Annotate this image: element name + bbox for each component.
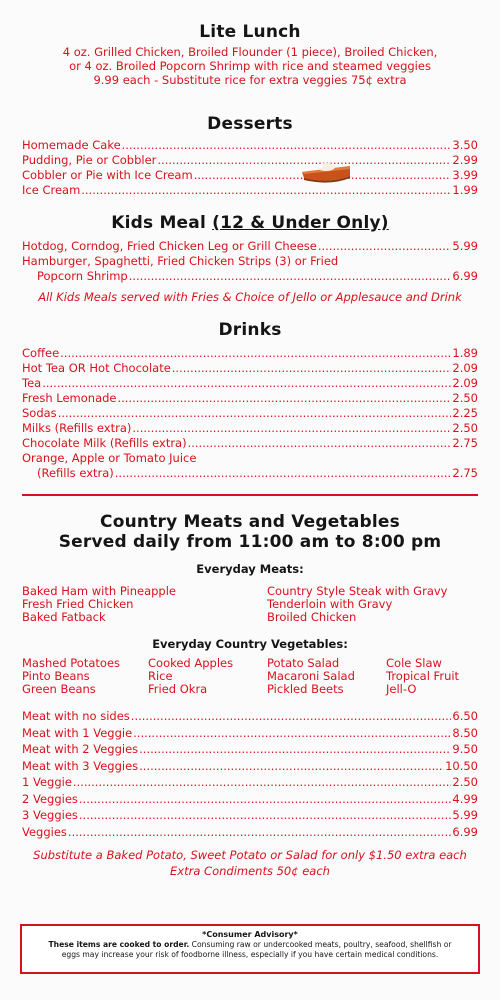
- leader-dots: [318, 239, 452, 254]
- menu-item: [0, 725, 500, 742]
- menu-item: [0, 741, 500, 758]
- item-name: Meat with 2 Veggies: [22, 742, 139, 756]
- leader-dots: [79, 791, 452, 808]
- meats-right-list: [267, 585, 447, 624]
- drinks-section: [0, 320, 500, 481]
- item-price: 1.99: [452, 183, 478, 197]
- veg-item: Tropical Fruit: [386, 669, 460, 683]
- menu-item: [0, 239, 500, 254]
- leader-dots: [188, 436, 452, 451]
- leader-dots: [139, 758, 444, 775]
- veg-item: Jell-O: [386, 682, 417, 696]
- item-price: 6.99: [452, 269, 478, 283]
- veg-item: Green Beans: [22, 682, 96, 696]
- menu-item: [0, 254, 500, 269]
- advisory-bold: These items are cooked to order.: [48, 940, 190, 949]
- menu-item: [0, 807, 500, 824]
- leader-dots: [131, 708, 452, 725]
- menu-item: [0, 774, 500, 791]
- item-name: Orange, Apple or Tomato Juice: [22, 451, 197, 465]
- leader-dots: [139, 741, 451, 758]
- lite-lunch-line-3: 9.99 each - Substitute rice for extra veggies 75¢ extra: [93, 73, 407, 87]
- item-price: 1.89: [452, 346, 478, 360]
- leader-dots: [115, 466, 452, 481]
- item-price: 3.99: [452, 168, 478, 182]
- item-price: 2.50: [452, 421, 478, 435]
- menu-item: [0, 361, 500, 376]
- item-name: Hamburger, Spaghetti, Fried Chicken Strips (3) or Fried: [22, 254, 339, 268]
- desserts-section: [0, 114, 500, 198]
- item-name: Cobbler or Pie with Ice Cream: [22, 168, 193, 182]
- item-price: 5.99: [452, 239, 478, 253]
- item-name: Tea: [22, 376, 42, 390]
- veg-item: Pinto Beans: [22, 669, 90, 683]
- veg-item: Pickled Beets: [267, 682, 344, 696]
- item-price: 2.75: [452, 466, 478, 480]
- item-price: 6.99: [452, 824, 478, 839]
- pie-slice-icon: [300, 158, 354, 186]
- kids-meal-section: [0, 213, 500, 304]
- item-price: 2.09: [452, 376, 478, 390]
- veg-item: Mashed Potatoes: [22, 656, 121, 670]
- leader-dots: [129, 269, 452, 284]
- item-name: Homemade Cake: [22, 138, 121, 152]
- item-name: Pudding, Pie or Cobbler: [22, 153, 157, 167]
- vegetables-heading: Everyday Country Vegetables:: [152, 637, 348, 651]
- item-price: 2.75: [452, 436, 478, 450]
- veg-item: Fried Okra: [148, 682, 208, 696]
- country-title: Country Meats and Vegetables: [100, 512, 400, 532]
- lite-lunch-title: Lite Lunch: [199, 22, 301, 42]
- menu-item-continued: [0, 269, 500, 284]
- menu-item: [0, 451, 500, 466]
- item-price: 5.99: [452, 808, 478, 822]
- item-name-continued: (Refills extra): [37, 466, 114, 480]
- item-price: 2.25: [452, 406, 478, 420]
- item-name: Sodas: [22, 406, 57, 420]
- desserts-title: Desserts: [207, 114, 293, 134]
- leader-dots: [42, 376, 451, 391]
- item-price: 2.99: [452, 153, 478, 167]
- leader-dots: [118, 391, 452, 406]
- drinks-title: Drinks: [218, 320, 282, 340]
- meat-item: Country Style Steak with Gravy: [267, 584, 448, 598]
- item-name: 2 Veggies: [22, 791, 78, 806]
- item-name: Meat with 3 Veggies: [22, 758, 139, 773]
- item-name: Milks (Refills extra): [22, 421, 132, 435]
- item-price: 2.50: [452, 775, 478, 789]
- lite-lunch-line-2: or 4 oz. Broiled Popcorn Shrimp with rice and steamed veggies: [69, 59, 431, 73]
- item-price: 2.09: [452, 361, 478, 375]
- country-section: [0, 512, 500, 576]
- advisory-text-1: Consuming raw or undercooked meats, poultry, seafood, shellfish or: [189, 940, 452, 949]
- item-name: Meat with no sides: [22, 709, 130, 723]
- item-name: Fresh Lemonade: [22, 391, 117, 405]
- advisory-title: *Consumer Advisory*: [202, 930, 298, 939]
- substitute-note: Substitute a Baked Potato, Sweet Potato or Salad for only $1.50 extra each: [33, 848, 467, 862]
- condiments-note: Extra Condiments 50¢ each: [170, 864, 330, 878]
- veg-item: Rice: [148, 669, 173, 683]
- meats-heading: Everyday Meats:: [196, 562, 304, 576]
- veg-col-2: [148, 657, 233, 696]
- menu-item: [0, 138, 500, 153]
- item-name: Veggies: [22, 824, 67, 839]
- advisory-line-1: [22, 940, 478, 950]
- item-price: 8.50: [452, 725, 478, 740]
- item-name: Meat with 1 Veggie: [22, 725, 133, 740]
- meat-item: Fresh Fried Chicken: [22, 597, 134, 611]
- menu-item: [0, 436, 500, 451]
- item-name-continued: Popcorn Shrimp: [37, 269, 128, 283]
- kids-meal-title: [0, 213, 500, 233]
- advisory-line-2: eggs may increase your risk of foodborne illness, especially if you have certain medical conditions.: [61, 950, 439, 959]
- item-price: 9.50: [452, 742, 478, 756]
- item-name: Ice Cream: [22, 183, 81, 197]
- item-name: Hotdog, Corndog, Fried Chicken Leg or Grill Cheese: [22, 239, 317, 253]
- menu-item: [0, 391, 500, 406]
- menu-item: [0, 758, 500, 775]
- leader-dots: [133, 725, 451, 742]
- veg-item: Cooked Apples: [148, 656, 234, 670]
- veg-item: Macaroni Salad: [267, 669, 355, 683]
- veg-col-1: [22, 657, 120, 696]
- kids-meal-note: All Kids Meals served with Fries & Choice of Jello or Applesauce and Drink: [38, 290, 462, 304]
- veg-item: Cole Slaw: [386, 656, 442, 670]
- item-name: Hot Tea OR Hot Chocolate: [22, 361, 171, 375]
- menu-item: [0, 346, 500, 361]
- kids-meal-title-main: Kids Meal: [111, 213, 213, 233]
- kids-meal-title-age: (12 & Under Only): [212, 213, 389, 233]
- menu-item: [0, 153, 500, 168]
- item-name: 1 Veggie: [22, 775, 72, 789]
- menu-item: [0, 708, 500, 725]
- lite-lunch-line-1: 4 oz. Grilled Chicken, Broiled Flounder (1 piece), Broiled Chicken,: [62, 45, 438, 59]
- section-divider: [22, 494, 478, 496]
- item-name: 3 Veggies: [22, 808, 78, 822]
- meat-item: Broiled Chicken: [267, 610, 357, 624]
- leader-dots: [73, 774, 451, 791]
- meat-item: Baked Fatback: [22, 610, 106, 624]
- meat-item: Baked Ham with Pineapple: [22, 584, 176, 598]
- item-price: 10.50: [445, 758, 478, 773]
- item-name: Chocolate Milk (Refills extra): [22, 436, 187, 450]
- menu-item: [0, 376, 500, 391]
- item-price: 4.99: [452, 791, 478, 806]
- meats-left-list: [22, 585, 176, 624]
- item-price: 3.50: [452, 138, 478, 152]
- veg-col-3: [267, 657, 355, 696]
- menu-item-continued: [0, 466, 500, 481]
- item-name: Coffee: [22, 346, 60, 360]
- item-price: 6.50: [452, 709, 478, 723]
- leader-dots: [81, 183, 451, 198]
- leader-dots: [60, 346, 451, 361]
- item-price: 2.50: [452, 391, 478, 405]
- leader-dots: [68, 824, 451, 841]
- menu-item: [0, 791, 500, 808]
- menu-item: [0, 824, 500, 841]
- menu-item: [0, 183, 500, 198]
- leader-dots: [172, 361, 452, 376]
- veg-item: Potato Salad: [267, 656, 340, 670]
- menu-item: [0, 168, 500, 183]
- veg-col-4: [386, 657, 459, 696]
- menu-item: [0, 406, 500, 421]
- leader-dots: [79, 807, 452, 824]
- leader-dots: [132, 421, 451, 436]
- country-price-list: [0, 708, 500, 879]
- leader-dots: [122, 138, 452, 153]
- meat-item: Tenderloin with Gravy: [267, 597, 393, 611]
- lite-lunch-section: [0, 22, 500, 87]
- leader-dots: [58, 406, 452, 421]
- menu-item: [0, 421, 500, 436]
- consumer-advisory-box: [20, 924, 480, 974]
- country-hours: Served daily from 11:00 am to 8:00 pm: [58, 532, 442, 552]
